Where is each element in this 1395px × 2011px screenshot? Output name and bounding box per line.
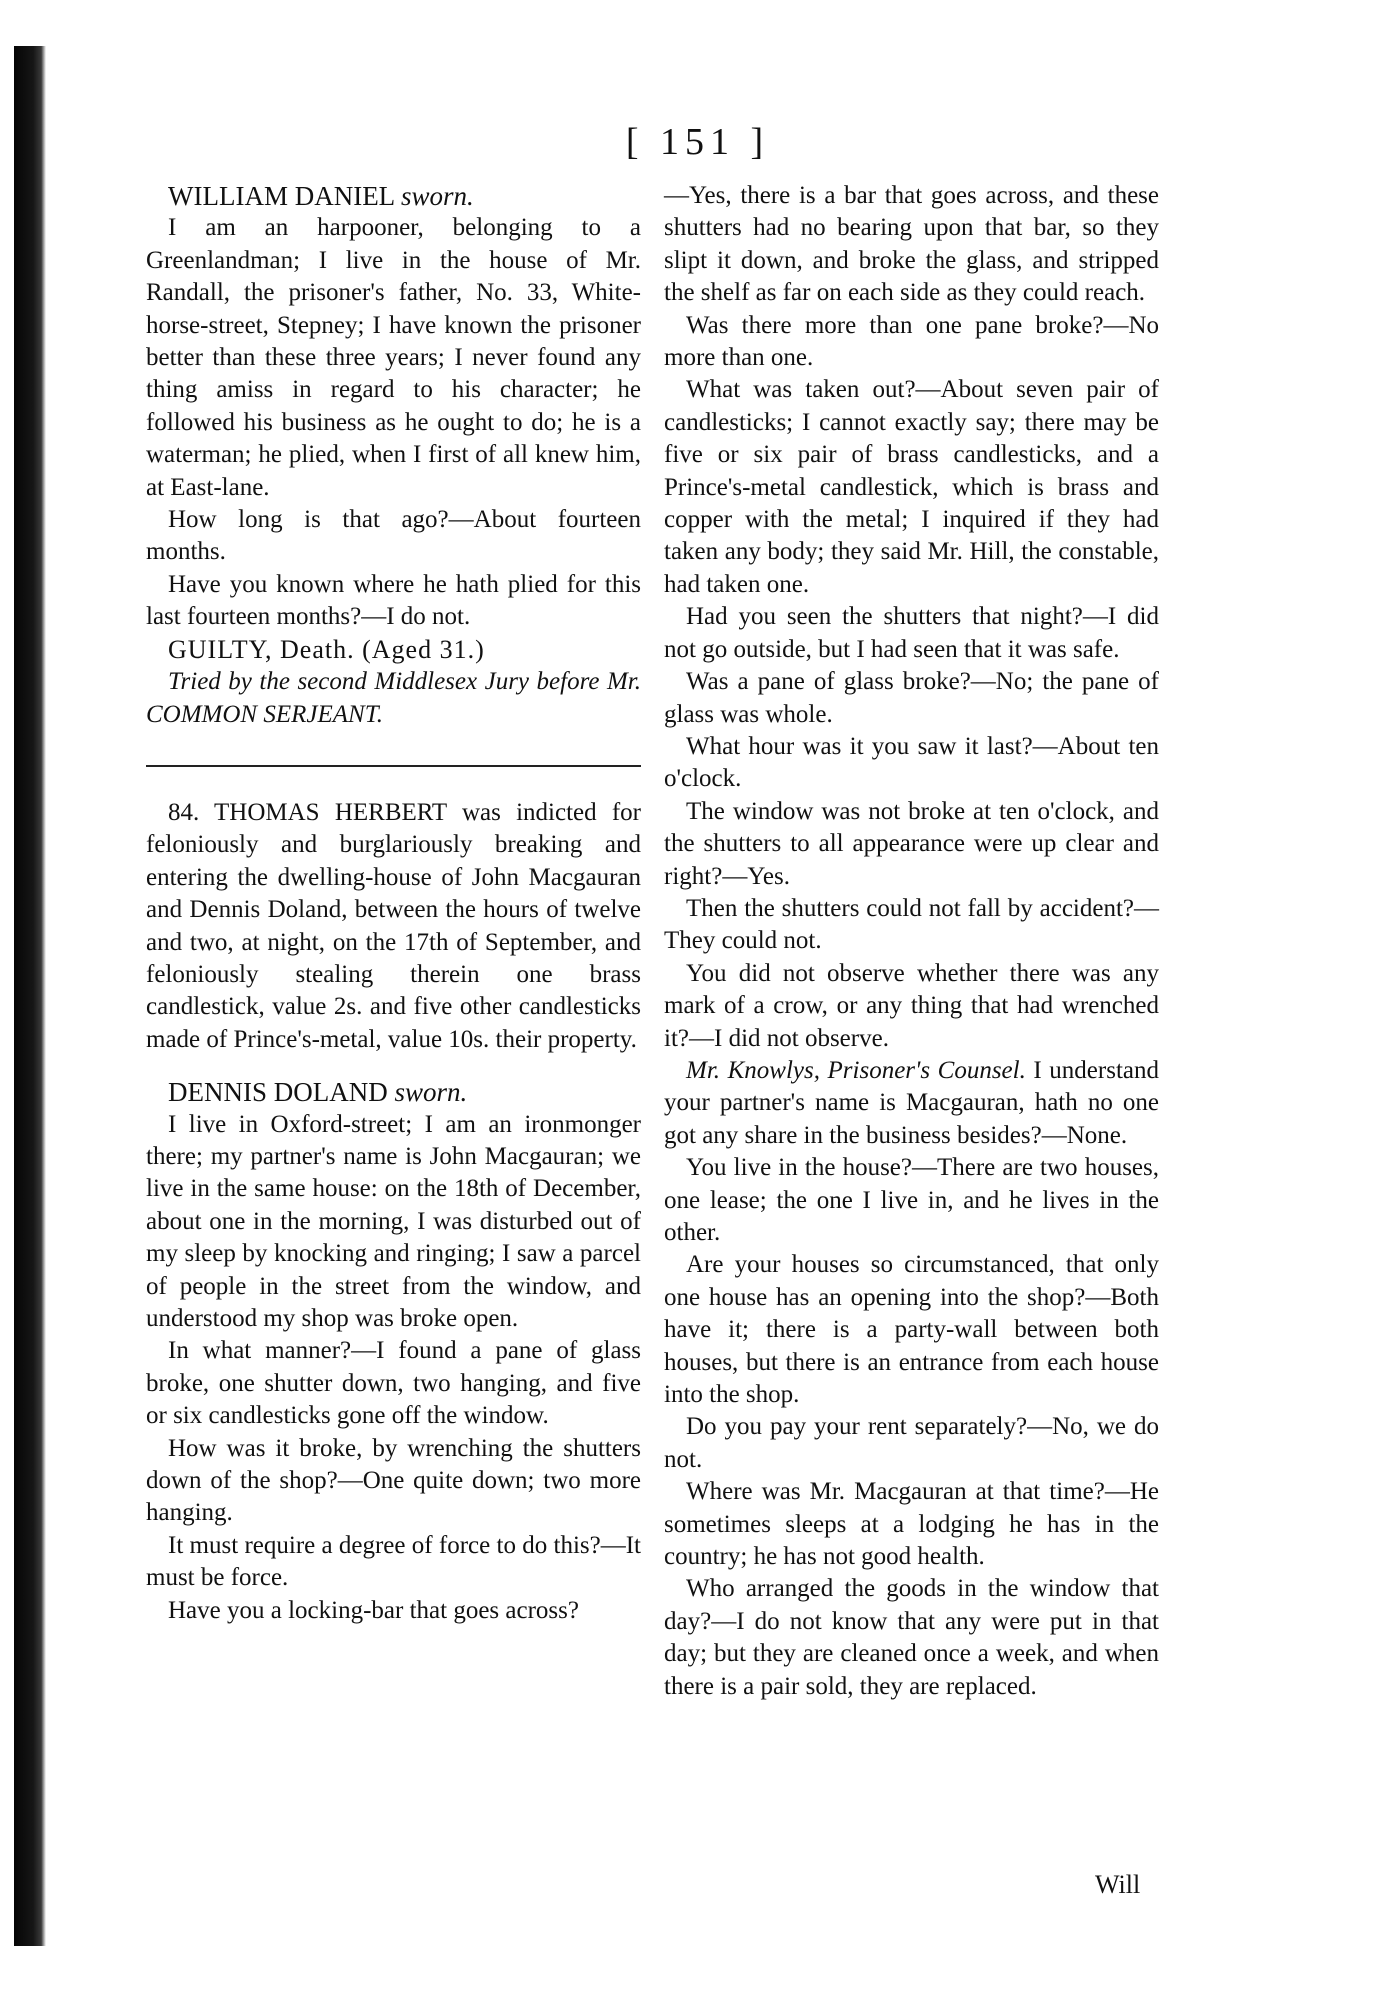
- testimony-paragraph: Who arranged the goods in the window that day?—I do not know that any were put in that day; but they are cleaned once a week, and when there is a pair sold, they are replaced.: [664, 1575, 1159, 1700]
- sworn-label: sworn.: [400, 181, 474, 211]
- counsel-label: Mr. Knowlys, Prisoner's Counsel.: [686, 1056, 1026, 1084]
- testimony-paragraph: Then the shutters could not fall by accident?—They could not.: [664, 894, 1159, 955]
- testimony-paragraph: Where was Mr. Macgauran at that time?—He sometimes sleeps at a lodging he has in the country; he has not good health.: [664, 1478, 1159, 1571]
- catchword: Will: [1095, 1870, 1141, 1899]
- testimony-paragraph: It must require a degree of force to do this?—It must be force.: [146, 1531, 641, 1592]
- testimony-paragraph: Do you pay your rent separately?—No, we do not.: [664, 1413, 1159, 1473]
- witness-heading-daniel: [146, 180, 641, 212]
- witness-heading-doland: [146, 1076, 641, 1108]
- page-number: [ 151 ]: [625, 121, 770, 163]
- testimony-paragraph: You live in the house?—There are two houses, one lease; the one I live in, and he lives in the other.: [664, 1154, 1159, 1246]
- sworn-label: sworn.: [394, 1077, 468, 1108]
- testimony-paragraph: Had you seen the shutters that night?—I did not go outside, but I had seen that it was safe.: [664, 603, 1159, 663]
- testimony-paragraph: Have you a locking-bar that goes across?: [168, 1596, 579, 1624]
- testimony-paragraph: I live in Oxford-street; I am an ironmonger there; my partner's name is John Macgauran; we live in the same house: on the 18th of December, about one in the morning, I was disturbed out of my sleep by knocking and ringing; I saw a parcel of people in the street from the window, and understood my shop was broke open.: [146, 1110, 641, 1332]
- testimony-paragraph: In what manner?—I found a pane of glass broke, one shutter down, two hanging, and five or six candlesticks gone off the window.: [146, 1337, 641, 1430]
- testimony-paragraph: How was it broke, by wrenching the shutters down of the shop?—One quite down; two more hanging.: [146, 1434, 641, 1527]
- testimony-paragraph: Was there more than one pane broke?—No more than one.: [664, 311, 1159, 372]
- testimony-paragraph: What was taken out?—About seven pair of candlesticks; I cannot exactly say; there may be five or six pair of brass candlesticks, and a Prince's-metal candlestick, which is brass and copper with the metal; I inquired if they had taken any body; they said Mr. Hill, the constable, had taken one.: [664, 376, 1159, 598]
- section-divider: [146, 765, 641, 767]
- testimony-paragraph: Was a pane of glass broke?—No; the pane of glass was whole.: [664, 668, 1159, 728]
- testimony-paragraph: How long is that ago?—About fourteen months.: [146, 506, 641, 566]
- testimony-paragraph: Have you known where he hath plied for this last fourteen months?—I do not.: [146, 570, 641, 631]
- indictment-paragraph: 84. THOMAS HERBERT was indicted for feloniously and burglariously breaking and entering the dwelling-house of John Macgauran and Dennis Doland, between the hours of twelve and two, at night, on the 17th of September, and feloniously stealing therein one brass candlestick, value 2s. and five other candlesticks made of Prince's-metal, value 10s. their property.: [146, 798, 641, 1053]
- testimony-paragraph: —Yes, there is a bar that goes across, and these shutters had no bearing upon that bar, so they slipt it down, and broke the glass, and stripped the shelf as far on each side as they could reach.: [664, 182, 1159, 307]
- testimony-paragraph: The window was not broke at ten o'clock, and the shutters to all appearance were up clear and right?—Yes.: [664, 797, 1159, 890]
- testimony-paragraph: What hour was it you saw it last?—About ten o'clock.: [664, 732, 1159, 793]
- counsel-text: I understand your partner's name is Macgauran, hath no one got any share in the business besides?—None.: [664, 1056, 1159, 1149]
- testimony-paragraph: You did not observe whether there was any mark of a crow, or any thing that had wrenched it?—I did not observe.: [664, 959, 1159, 1052]
- verdict: GUILTY, Death. (Aged 31.): [168, 634, 485, 664]
- left-column: [146, 180, 641, 1627]
- tried-before: Tried by the second Middlesex Jury before Mr. COMMON SERJEANT.: [146, 668, 641, 728]
- testimony-paragraph: Are your houses so circumstanced, that only one house has an opening into the shop?—Both have it; there is a party-wall between both houses, but there is an entrance from each house into the shop.: [664, 1251, 1159, 1409]
- testimony-paragraph: I am an harpooner, belonging to a Greenlandman; I live in the house of Mr. Randall, the prisoner's father, No. 33, White-horse-street, Stepney; I have known the prisoner better than these three years; I never found any thing amiss in regard to his character; he followed his business as he ought to do; he is a waterman; he plied, when I first of all knew him, at East-lane.: [146, 214, 641, 501]
- witness-name: WILLIAM DANIEL: [168, 181, 395, 211]
- witness-name: DENNIS DOLAND: [168, 1077, 388, 1108]
- right-column: [664, 180, 1159, 1703]
- book-spine-shadow: [14, 46, 46, 1946]
- counsel-paragraph: [664, 1055, 1159, 1152]
